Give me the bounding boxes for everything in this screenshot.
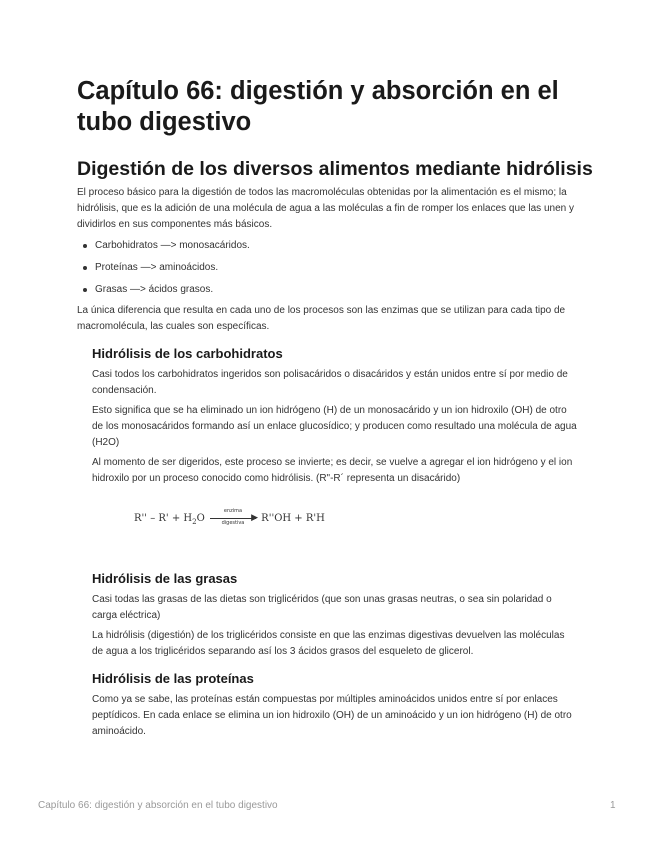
arrow-label-below: digestiva	[221, 520, 245, 526]
carbs-section	[92, 346, 577, 487]
fats-heading: Hidrólisis de las grasas	[92, 571, 238, 586]
reaction-arrow-icon: enzima ▶ digestiva	[210, 518, 256, 519]
footer-title: Capítulo 66: digestión y absorción en el tubo digestivo	[38, 800, 278, 811]
intro-paragraph-block	[77, 185, 577, 233]
section-title: Digestión de los diversos alimentos mediante hidrólisis	[77, 158, 593, 180]
carbs-paragraph-3: Al momento de ser digeridos, este proceso se invierte; es decir, se vuelve a agregar el ion hidrógeno y el ion hidroxilo por un proceso conocido como hidrólisis. (R"-R´ representa un disacárido)	[92, 457, 573, 484]
difference-paragraph-block	[77, 303, 577, 335]
fats-section	[92, 571, 577, 660]
equation-oxygen: O	[196, 513, 205, 524]
intro-paragraph: El proceso básico para la digestión de todos las macromoléculas obtenidas por la alimentación es el mismo; la hidrólisis, que es la adición de una molécula de agua a las moléculas a fin de romper los enlaces que las unen y dividirlos en sus componentes más básicos.	[77, 187, 574, 230]
proteins-paragraph-1: Como ya se sabe, las proteínas están compuestas por múltiples aminoácidos unidos entre sí por enlaces peptídicos. En cada enlace se elimina un ion hidroxilo (OH) de un aminoácido y un ion hidrógeno (H) de otro aminoácido.	[92, 694, 572, 737]
equation-subscript: 2	[192, 518, 197, 526]
carbs-paragraph-1: Casi todos los carbohidratos ingeridos son polisacáridos o disacáridos y están unidos entre sí por medio de condensación.	[92, 369, 568, 396]
carbs-heading: Hidrólisis de los carbohidratos	[92, 346, 283, 361]
list-item: Proteínas —> aminoácidos.	[77, 260, 577, 282]
carbs-paragraph-2: Esto significa que se ha eliminado un ion hidrógeno (H) de un monosacárido y un ion hidroxilo (OH) de otro de los monosacáridos formando así un enlace glucosídico; y producen como resultado una molécula de agua (H2O)	[92, 405, 577, 448]
equation-reactants: R'' – R' + H	[134, 513, 193, 524]
hydrolysis-equation	[134, 508, 325, 526]
page-number: 1	[610, 800, 616, 811]
bullet-list-block	[77, 238, 577, 304]
fats-paragraph-1: Casi todas las grasas de las dietas son triglicéridos (que son unas grasas neutras, o sea sin polaridad o carga eléctrica)	[92, 594, 552, 621]
chapter-title: Capítulo 66: digestión y absorción en el tubo digestivo	[77, 77, 559, 136]
list-item: Carbohidratos —> monosacáridos.	[77, 238, 577, 260]
fats-paragraph-2: La hidrólisis (digestión) de los triglicéridos consiste en que las enzimas digestivas devuelven las moléculas de agua a los triglicéridos separando así los 3 ácidos grasos del esqueleto de glicerol.	[92, 630, 565, 657]
equation-products: R''OH + R'H	[261, 513, 325, 524]
proteins-section	[92, 671, 577, 740]
difference-paragraph: La única diferencia que resulta en cada uno de los procesos son las enzimas que se utilizan para cada tipo de macromolécula, las cuales son específicas.	[77, 305, 566, 332]
arrow-label-above: enzima	[223, 508, 243, 514]
proteins-heading: Hidrólisis de las proteínas	[92, 671, 254, 686]
list-item: Grasas —> ácidos grasos.	[77, 282, 577, 304]
macromolecule-list	[77, 238, 577, 304]
